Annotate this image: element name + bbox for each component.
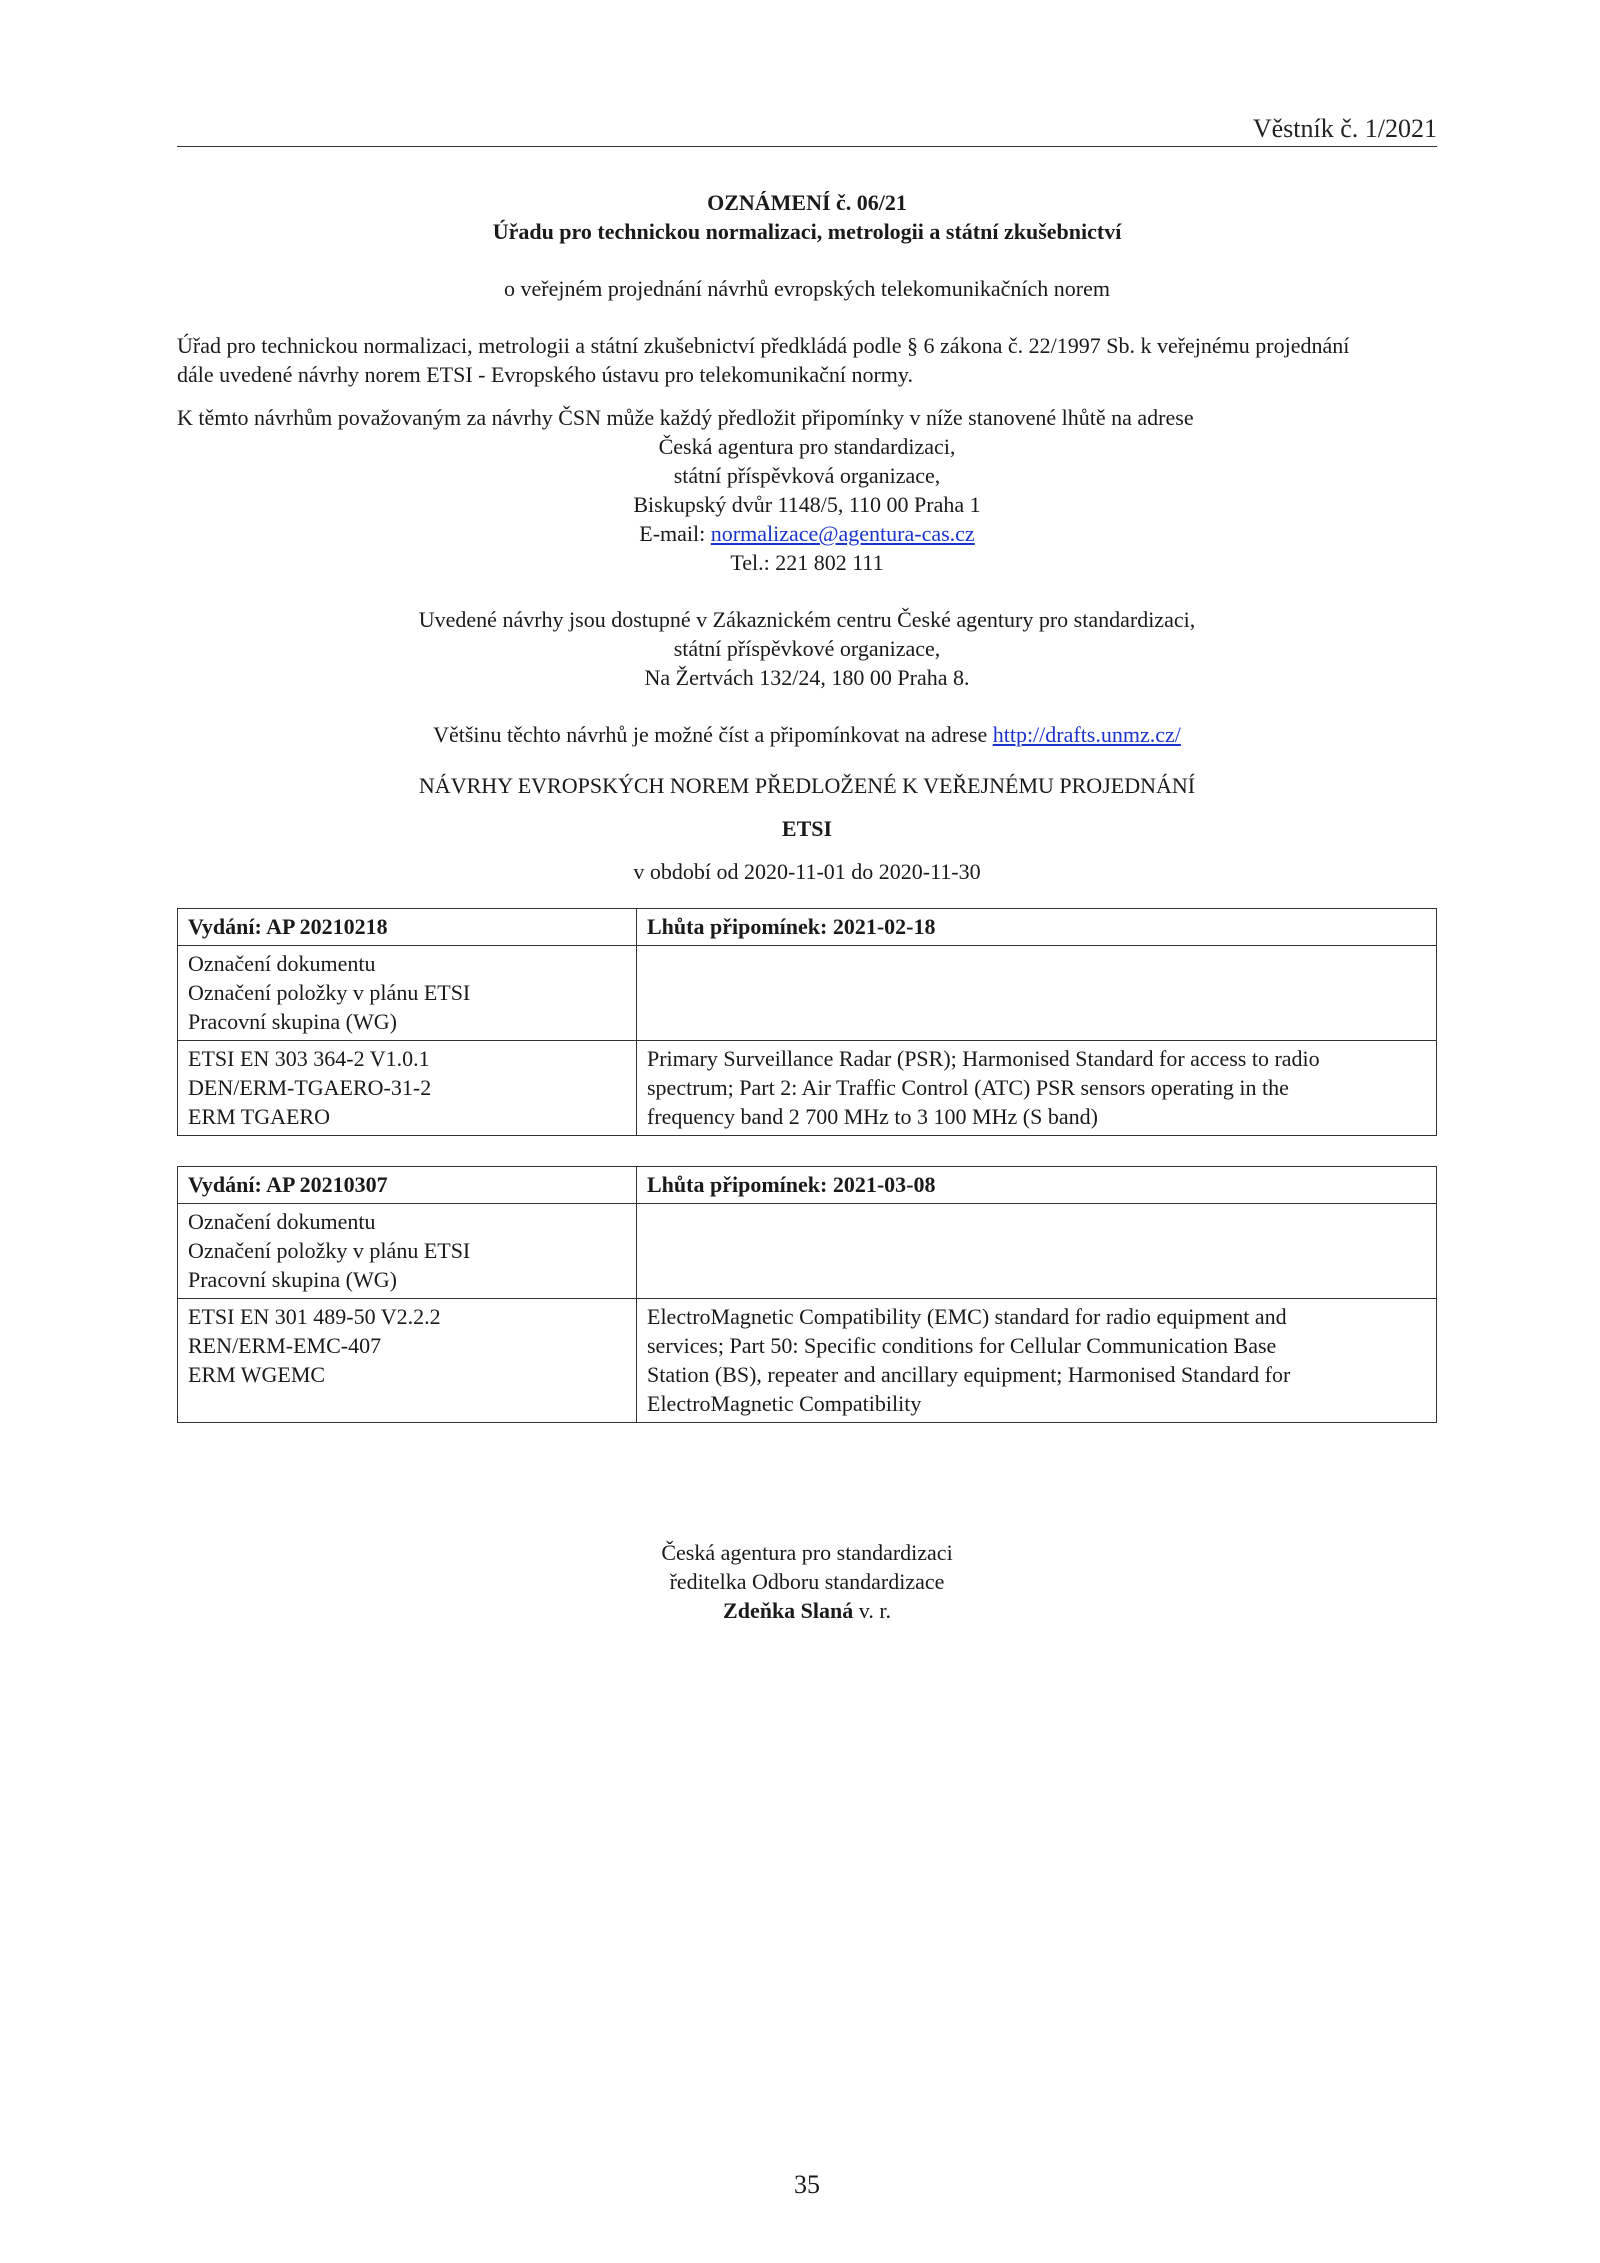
intro-line1: Úřad pro technickou normalizaci, metrologii a státní zkušebnictví předkládá podle § 6 zákona č. 22/1997 Sb. k veřejnému projednání — [177, 333, 1350, 358]
label-working-group: Pracovní skupina (WG) — [188, 1009, 397, 1034]
section-period: v období od 2020-11-01 do 2020-11-30 — [633, 859, 981, 884]
signature-suffix: v. r. — [853, 1598, 891, 1623]
signature-org: Česká agentura pro standardizaci — [661, 1540, 953, 1565]
doc-plan-item: DEN/ERM-TGAERO-31-2 — [188, 1075, 432, 1100]
comments-address3: Biskupský dvůr 1148/5, 110 00 Praha 1 — [633, 492, 981, 517]
description-line: services; Part 50: Specific conditions for Cellular Communication Base — [647, 1333, 1277, 1358]
issue-cell: Vydání: AP 20210218 — [178, 909, 637, 946]
notice-title-line2: Úřadu pro technickou normalizaci, metrologii a státní zkušebnictví — [492, 219, 1122, 244]
doc-working-group: ERM TGAERO — [188, 1104, 330, 1129]
table-header-row — [178, 1167, 1437, 1204]
description-line: Primary Surveillance Radar (PSR); Harmonised Standard for access to radio — [647, 1046, 1320, 1071]
comments-paragraph — [177, 403, 1437, 577]
running-header: Věstník č. 1/2021 — [1252, 114, 1437, 143]
doc-number: ETSI EN 301 489-50 V2.2.2 — [188, 1304, 441, 1329]
section-heading: NÁVRHY EVROPSKÝCH NOREM PŘEDLOŽENÉ K VEŘEJNÉMU PROJEDNÁNÍ — [418, 773, 1196, 798]
comments-address1: Česká agentura pro standardizaci, — [658, 434, 956, 459]
page-number: 35 — [794, 2170, 820, 2199]
labels-cell — [178, 1204, 637, 1299]
doc-number: ETSI EN 303 364-2 V1.0.1 — [188, 1046, 430, 1071]
document-content — [177, 188, 1437, 1625]
doc-working-group: ERM WGEMC — [188, 1362, 326, 1387]
table-row — [178, 1299, 1437, 1423]
signature-role: ředitelka Odboru standardizace — [669, 1569, 945, 1594]
signature-block — [177, 1538, 1437, 1625]
standard-table-2 — [177, 1166, 1437, 1423]
label-plan-item: Označení položky v plánu ETSI — [188, 1238, 471, 1263]
doc-plan-item: REN/ERM-EMC-407 — [188, 1333, 382, 1358]
label-document-id: Označení dokumentu — [188, 1209, 376, 1234]
label-plan-item: Označení položky v plánu ETSI — [188, 980, 471, 1005]
table-header-row — [178, 909, 1437, 946]
empty-cell — [637, 1204, 1437, 1299]
comments-address2: státní příspěvková organizace, — [673, 463, 941, 488]
intro-paragraph — [177, 331, 1437, 389]
description-line: ElectroMagnetic Compatibility (EMC) standard for radio equipment and — [647, 1304, 1287, 1329]
availability-line1: Uvedené návrhy jsou dostupné v Zákaznickém centru České agentury pro standardizaci, — [418, 607, 1196, 632]
description-line: frequency band 2 700 MHz to 3 100 MHz (S band) — [647, 1104, 1098, 1129]
notice-title — [177, 188, 1437, 246]
online-text: Většinu těchto návrhů je možné číst a připomínkovat na adrese — [433, 722, 993, 747]
online-paragraph — [177, 720, 1437, 749]
doc-cell — [178, 1041, 637, 1136]
table-labels-row — [178, 1204, 1437, 1299]
email-label: E-mail: — [639, 521, 711, 546]
labels-cell — [178, 946, 637, 1041]
label-document-id: Označení dokumentu — [188, 951, 376, 976]
availability-paragraph — [177, 605, 1437, 692]
deadline-cell: Lhůta připomínek: 2021-03-08 — [637, 1167, 1437, 1204]
table-row — [178, 1041, 1437, 1136]
standard-table-1 — [177, 908, 1437, 1136]
email-link[interactable]: normalizace@agentura-cas.cz — [710, 521, 975, 546]
comments-lead: K těmto návrhům považovaným za návrhy ČSN může každý předložit připomínky v níže stanovené lhůtě na adrese — [177, 405, 1194, 430]
section-org: ETSI — [781, 816, 833, 841]
drafts-link[interactable]: http://drafts.unmz.cz/ — [992, 722, 1181, 747]
comments-email-line — [177, 519, 1437, 548]
notice-subtitle: o veřejném projednání návrhů evropských telekomunikačních norem — [503, 276, 1111, 301]
availability-line2: státní příspěvkové organizace, — [673, 636, 941, 661]
document-page — [177, 0, 1437, 2263]
header-rule — [177, 146, 1437, 147]
intro-line2: dále uvedené návrhy norem ETSI - Evropského ústavu pro telekomunikační normy. — [177, 362, 913, 387]
description-line: spectrum; Part 2: Air Traffic Control (ATC) PSR sensors operating in the — [647, 1075, 1289, 1100]
empty-cell — [637, 946, 1437, 1041]
signature-name: Zdeňka Slaná — [723, 1598, 854, 1623]
description-line: Station (BS), repeater and ancillary equipment; Harmonised Standard for — [647, 1362, 1291, 1387]
notice-title-line1: OZNÁMENÍ č. 06/21 — [707, 190, 907, 215]
doc-cell — [178, 1299, 637, 1423]
description-cell — [637, 1041, 1437, 1136]
comments-phone: Tel.: 221 802 111 — [730, 550, 884, 575]
availability-line3: Na Žertvách 132/24, 180 00 Praha 8. — [644, 665, 970, 690]
description-line: ElectroMagnetic Compatibility — [647, 1391, 922, 1416]
deadline-cell: Lhůta připomínek: 2021-02-18 — [637, 909, 1437, 946]
description-cell — [637, 1299, 1437, 1423]
issue-cell: Vydání: AP 20210307 — [178, 1167, 637, 1204]
label-working-group: Pracovní skupina (WG) — [188, 1267, 397, 1292]
table-labels-row — [178, 946, 1437, 1041]
signature-name-line — [177, 1596, 1437, 1625]
